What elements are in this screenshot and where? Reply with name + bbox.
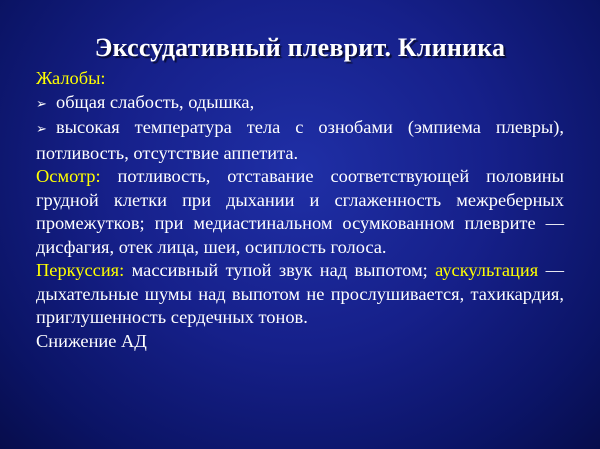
auscultation-label: аускультация bbox=[435, 260, 539, 280]
bullet-item bbox=[36, 91, 564, 117]
blood-pressure-text: Снижение АД bbox=[36, 330, 147, 351]
percussion-text: массивный тупой звук над выпотом; bbox=[124, 260, 436, 280]
slide-content bbox=[36, 67, 564, 353]
bullet-text: общая слабость, одышка, bbox=[56, 91, 255, 112]
exam-label: Осмотр: bbox=[36, 166, 101, 186]
percussion-paragraph bbox=[36, 259, 564, 330]
exam-text: потливость, отставание соответствующей половины грудной клетки при дыхании и сглаженность межреберных промежутков; при медиастинальном осумкованном плеврите — дисфагия, отек лица, шеи, осиплость голоса. bbox=[36, 166, 564, 257]
percussion-label: Перкуссия: bbox=[36, 260, 125, 280]
arrow-bullet-icon: ➢ bbox=[36, 96, 47, 112]
auscultation-text: — дыхательные шумы над выпотом не прослушивается, тахикардия, приглушенность сердечных тонов. bbox=[36, 260, 564, 327]
exam-paragraph bbox=[36, 165, 564, 259]
arrow-bullet-icon: ➢ bbox=[36, 122, 47, 137]
bullet-item bbox=[36, 116, 564, 165]
bullet-text: высокая температура тела с ознобами (эмпиема плевры), потливость, отсутствие аппетита. bbox=[36, 117, 564, 163]
complaints-label: Жалобы: bbox=[36, 68, 106, 88]
slide-title: Экссудативный плеврит. Клиника bbox=[94, 33, 506, 62]
